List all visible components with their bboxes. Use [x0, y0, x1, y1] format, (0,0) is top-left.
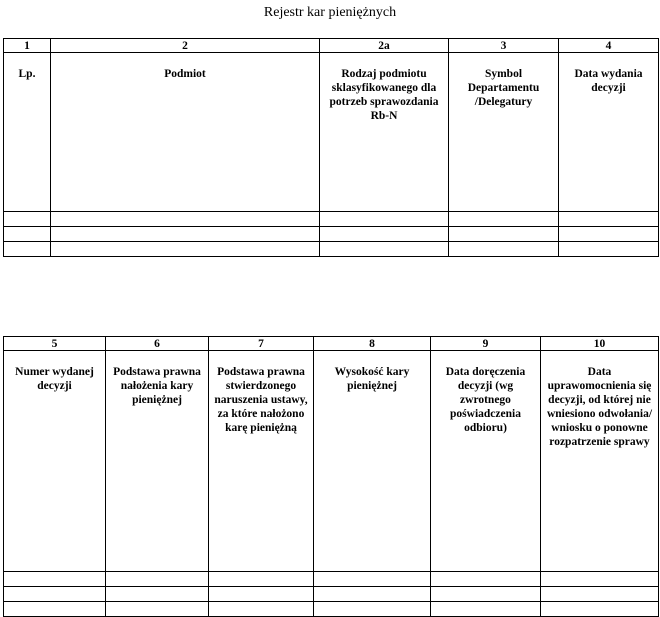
- table-cell[interactable]: [431, 572, 541, 587]
- table-row: [4, 587, 659, 602]
- header-wysokosc-kary: Wysokość kary pieniężnej: [314, 351, 431, 572]
- table-row: [4, 242, 659, 257]
- table-cell[interactable]: [51, 242, 320, 257]
- column-number-3: 3: [449, 39, 559, 53]
- column-number-4: 4: [559, 39, 659, 53]
- table-cell[interactable]: [449, 227, 559, 242]
- table-cell[interactable]: [4, 572, 106, 587]
- column-number-1: 1: [4, 39, 51, 53]
- table-cell[interactable]: [4, 587, 106, 602]
- register-table-part-1: [3, 38, 659, 257]
- table-cell[interactable]: [51, 212, 320, 227]
- table-cell[interactable]: [314, 572, 431, 587]
- column-number-row: [4, 337, 659, 351]
- table-cell[interactable]: [320, 212, 449, 227]
- table-cell[interactable]: [4, 227, 51, 242]
- header-lp: Lp.: [4, 53, 51, 212]
- table-cell[interactable]: [106, 572, 209, 587]
- column-number-6: 6: [106, 337, 209, 351]
- header-podmiot: Podmiot: [51, 53, 320, 212]
- table-cell[interactable]: [541, 602, 659, 617]
- header-numer-decyzji: Numer wydanej decyzji: [4, 351, 106, 572]
- table-row: [4, 572, 659, 587]
- table-cell[interactable]: [314, 602, 431, 617]
- table-cell[interactable]: [431, 587, 541, 602]
- table-cell[interactable]: [209, 572, 314, 587]
- table-cell[interactable]: [4, 212, 51, 227]
- header-podstawa-prawna-naruszenia: Podstawa prawna stwierdzonego naruszenia ustawy, za które nałożono karę pieniężną: [209, 351, 314, 572]
- register-table-part-2: [3, 336, 659, 617]
- column-number-9: 9: [431, 337, 541, 351]
- table-cell[interactable]: [4, 242, 51, 257]
- header-data-wydania: Data wydania decyzji: [559, 53, 659, 212]
- column-number-10: 10: [541, 337, 659, 351]
- header-data-doreczenia: Data doręczenia decyzji (wg zwrotnego poświadczenia odbioru): [431, 351, 541, 572]
- table-row: [4, 227, 659, 242]
- column-header-row: [4, 351, 659, 572]
- header-rodzaj-podmiotu: Rodzaj podmiotu sklasyfikowanego dla potrzeb sprawozdania Rb-N: [320, 53, 449, 212]
- table-cell[interactable]: [209, 602, 314, 617]
- column-number-2: 2: [51, 39, 320, 53]
- header-symbol-departamentu: Symbol Departamentu /Delegatury: [449, 53, 559, 212]
- column-number-8: 8: [314, 337, 431, 351]
- table-cell[interactable]: [541, 572, 659, 587]
- column-number-2a: 2a: [320, 39, 449, 53]
- header-data-uprawomocnienia: Data uprawomocnienia się decyzji, od której nie wniesiono odwołania/ wniosku o ponowne rozpatrzenie sprawy: [541, 351, 659, 572]
- column-number-7: 7: [209, 337, 314, 351]
- table-row: [4, 602, 659, 617]
- table-cell[interactable]: [559, 242, 659, 257]
- table-cell[interactable]: [106, 602, 209, 617]
- table-cell[interactable]: [106, 587, 209, 602]
- table-cell[interactable]: [449, 212, 559, 227]
- column-header-row: [4, 53, 659, 212]
- table-cell[interactable]: [541, 587, 659, 602]
- table-cell[interactable]: [4, 602, 106, 617]
- table-cell[interactable]: [559, 227, 659, 242]
- column-number-row: [4, 39, 659, 53]
- table-cell[interactable]: [431, 602, 541, 617]
- header-podstawa-prawna-kary: Podstawa prawna nałożenia kary pieniężnej: [106, 351, 209, 572]
- table-cell[interactable]: [559, 212, 659, 227]
- table-cell[interactable]: [320, 227, 449, 242]
- table-cell[interactable]: [449, 242, 559, 257]
- document-title: Rejestr kar pieniężnych: [263, 5, 397, 20]
- table-cell[interactable]: [320, 242, 449, 257]
- table-row: [4, 212, 659, 227]
- column-number-5: 5: [4, 337, 106, 351]
- table-cell[interactable]: [209, 587, 314, 602]
- table-cell[interactable]: [314, 587, 431, 602]
- table-cell[interactable]: [51, 227, 320, 242]
